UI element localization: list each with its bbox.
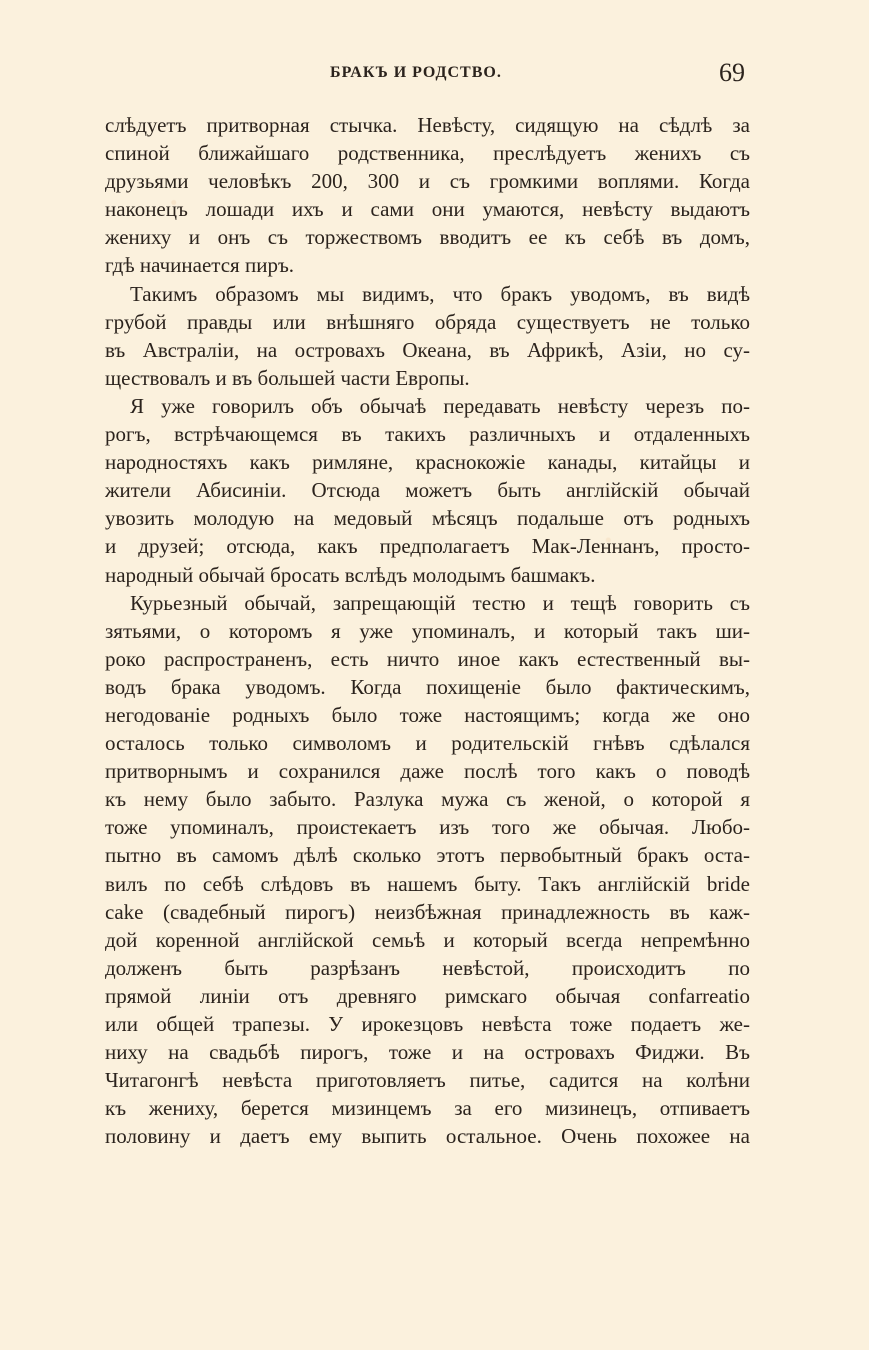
- text-line: пытно въ самомъ дѣлѣ сколько этотъ первобытный бракъ оста-: [105, 843, 750, 868]
- text-line: ниху на свадьбѣ пирогъ, тоже и на островахъ Фиджи. Въ: [105, 1040, 750, 1065]
- text-line: долженъ быть разрѣзанъ невѣстой, происходитъ по: [105, 955, 750, 980]
- text-line: въ Австраліи, на островахъ Океана, въ Африкѣ, Азіи, но су-: [105, 337, 750, 362]
- text-line: рогъ, встрѣчающемся въ такихъ различныхъ и отдаленныхъ: [105, 422, 750, 447]
- text-line: дой коренной англійской семьѣ и который всегда непремѣнно: [105, 927, 750, 952]
- text-line: cake (свадебный пирогъ) неизбѣжная принадлежность въ каж-: [105, 899, 750, 924]
- text-line: спиной ближайшаго родственника, преслѣдуетъ женихъ съ: [105, 141, 750, 166]
- text-line: слѣдуетъ притворная стычка. Невѣсту, сидящую на сѣдлѣ за: [105, 113, 750, 137]
- text-line: народностяхъ какъ римляне, краснокожіе канады, китайцы и: [105, 450, 750, 475]
- text-line: жениху и онъ съ торжествомъ вводитъ ее къ себѣ въ домъ,: [105, 225, 750, 250]
- text-line: Я уже говорилъ объ обычаѣ передавать невѣсту черезъ по-: [130, 393, 750, 418]
- text-line: Курьезный обычай, запрещающій тестю и тещѣ говорить съ: [130, 590, 750, 615]
- running-head-title: БРАКЪ И РОДСТВО.: [330, 64, 502, 81]
- text-line: половину и даетъ ему выпить остальное. Очень похожее на: [105, 1124, 750, 1149]
- text-line: осталось только символомъ и родительскій гнѣвъ сдѣлался: [105, 731, 750, 756]
- text-line: грубой правды или внѣшняго обряда существуетъ не только: [105, 309, 750, 334]
- text-line: друзьями человѣкъ 200, 300 и съ громкими воплями. Когда: [105, 169, 750, 194]
- text-line: къ жениху, берется мизинцемъ за его мизинецъ, отпиваетъ: [105, 1096, 750, 1121]
- text-line: тоже упоминалъ, проистекаетъ изъ того же обычая. Любо-: [105, 815, 750, 840]
- text-line: и друзей; отсюда, какъ предполагаетъ Мак-Леннанъ, просто-: [105, 534, 750, 559]
- page-number: 69: [719, 58, 745, 87]
- body-text: [105, 111, 750, 1150]
- text-line: жители Абисиніи. Отсюда можетъ быть англійскій обычай: [105, 478, 750, 503]
- text-line: роко распространенъ, есть ничто иное какъ естественный вы-: [105, 646, 750, 671]
- text-line: водъ брака уводомъ. Когда похищеніе было фактическимъ,: [105, 674, 750, 699]
- text-line: прямой линіи отъ древняго римскаго обычая confarreatio: [105, 983, 750, 1008]
- text-line: Такимъ образомъ мы видимъ, что бракъ уводомъ, въ видѣ: [130, 281, 750, 306]
- text-line: негодованіе родныхъ было тоже настоящимъ; когда же оно: [105, 702, 750, 727]
- text-line: Читагонгѣ невѣста приготовляетъ питье, садится на колѣни: [105, 1068, 750, 1093]
- text-line: къ нему было забыто. Разлука мужа съ женой, о которой я: [105, 787, 750, 812]
- text-line: наконецъ лошади ихъ и сами они умаются, невѣсту выдаютъ: [105, 197, 750, 222]
- text-line: увозить молодую на медовый мѣсяцъ подальше отъ родныхъ: [105, 506, 750, 531]
- text-line: народный обычай бросать вслѣдъ молодымъ башмакъ.: [105, 562, 596, 587]
- text-line: ществовалъ и въ большей части Европы.: [105, 365, 470, 390]
- text-line: гдѣ начинается пиръ.: [105, 253, 295, 278]
- text-line: вилъ по себѣ слѣдовъ въ нашемъ быту. Такъ англійскій bride: [105, 871, 750, 896]
- text-line: зятьями, о которомъ я уже упоминалъ, и который такъ ши-: [105, 618, 750, 643]
- text-line: или общей трапезы. У ирокезцовъ невѣста тоже подаетъ же-: [105, 1012, 750, 1036]
- text-line: притворнымъ и сохранился даже послѣ того какъ о поводѣ: [105, 759, 750, 784]
